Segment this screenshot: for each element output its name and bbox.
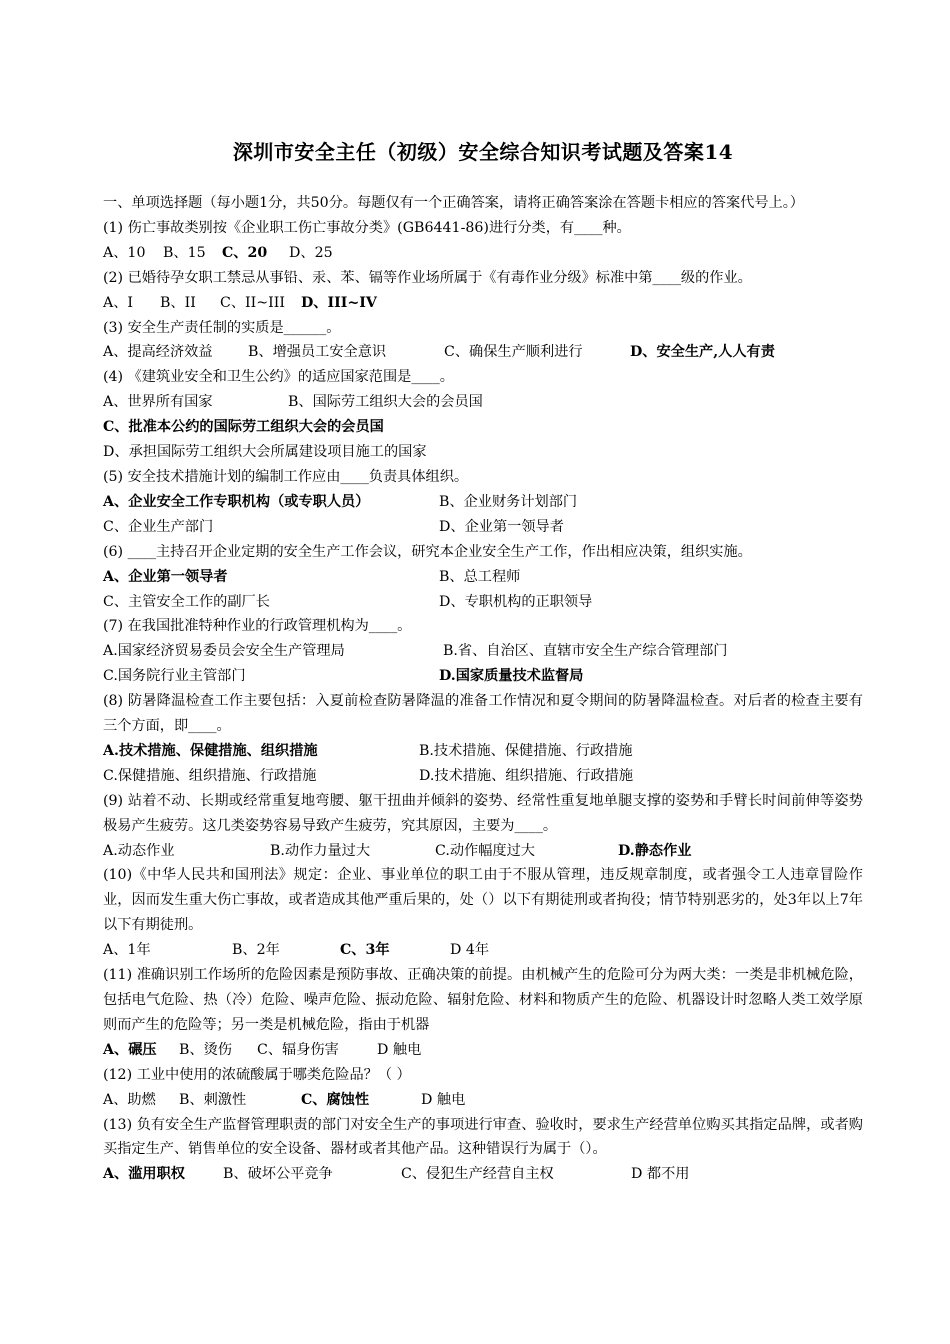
- answer-option: B.省、自治区、直辖市安全生产综合管理部门: [443, 643, 728, 660]
- option-row: [103, 1038, 863, 1063]
- question-list: [103, 216, 863, 1187]
- question-stem: (3) 安全生产责任制的实质是______。: [103, 319, 341, 336]
- answer-option: D.技术措施、组织措施、行政措施: [419, 767, 634, 784]
- answer-option-correct: A、碾压: [103, 1041, 157, 1058]
- option-row: [103, 590, 863, 615]
- answer-option: A、世界所有国家: [103, 394, 213, 411]
- answer-option: D 都不用: [631, 1166, 690, 1183]
- answer-option: A、I: [103, 294, 134, 311]
- answer-option-correct: A、滥用职权: [103, 1166, 185, 1183]
- answer-option-correct: D.静态作业: [618, 842, 692, 859]
- question-stem: (4) 《建筑业安全和卫生公约》的适应国家范围是____。: [103, 369, 454, 386]
- option-row: [103, 739, 863, 764]
- answer-option-correct: D.国家质量技术监督局: [439, 668, 584, 685]
- option-row: [103, 1088, 863, 1113]
- option-row: [103, 415, 863, 440]
- answer-option-correct: A、企业第一领导者: [103, 568, 228, 585]
- answer-option: B、国际劳工组织大会的会员国: [288, 394, 483, 411]
- option-row: [103, 340, 863, 365]
- answer-option: C.动作幅度过大: [435, 842, 535, 859]
- answer-option: B、刺激性: [179, 1091, 247, 1108]
- option-row: [103, 664, 863, 689]
- answer-option: D 触电: [421, 1091, 466, 1108]
- answer-option: B、II: [160, 294, 196, 311]
- answer-option: B、烫伤: [179, 1041, 232, 1058]
- option-row: [103, 938, 863, 963]
- question-stem: (6) ____主持召开企业定期的安全生产工作会议，研究本企业安全生产工作，作出相应决策，组织实施。: [103, 543, 752, 560]
- answer-option-correct: C、腐蚀性: [301, 1091, 370, 1108]
- answer-option-correct: C、3年: [340, 942, 390, 959]
- answer-option: B、总工程师: [439, 568, 521, 585]
- question-stem: (2) 已婚待孕女职工禁忌从事铅、汞、苯、镉等作业场所属于《有毒作业分级》标准中第____级的作业。: [103, 269, 752, 286]
- answer-option: C、确保生产顺利进行: [444, 344, 583, 361]
- answer-option: A、助燃: [103, 1091, 156, 1108]
- answer-option-correct: D、安全生产,人人有责: [630, 344, 775, 361]
- option-row: [103, 291, 863, 316]
- option-row: [103, 390, 863, 415]
- answer-option: A、1年: [103, 942, 151, 959]
- question-stem: (12) 工业中使用的浓硫酸属于哪类危险品？（ ）: [103, 1066, 411, 1083]
- answer-option: C、辐身伤害: [257, 1041, 339, 1058]
- answer-option: B.动作力量过大: [270, 842, 371, 859]
- option-row: [103, 764, 863, 789]
- answer-option: A、10: [103, 244, 146, 261]
- question-stem: (11) 准确识别工作场所的危险因素是预防事故、正确决策的前提。由机械产生的危险可分为两大类：一类是非机械危险，包括电气危险、热（冷）危险、噪声危险、振动危险、辐射危险、材料和物质产生的危险、机器设计时忽略人类工效学原则而产生的危险等；另一类是机械危险，指由于机器: [103, 967, 863, 1033]
- page-title: 深圳市安全主任（初级）安全综合知识考试题及答案14: [232, 140, 734, 164]
- answer-option: D、25: [289, 244, 333, 261]
- answer-option: D、企业第一领导者: [439, 518, 564, 535]
- answer-option: A.动态作业: [103, 842, 175, 859]
- answer-option: C、侵犯生产经营自主权: [401, 1166, 554, 1183]
- answer-option: B、破坏公平竞争: [223, 1166, 333, 1183]
- option-row: [103, 515, 863, 540]
- answer-option: D 触电: [377, 1041, 422, 1058]
- answer-option: C.保健措施、组织措施、行政措施: [103, 767, 317, 784]
- answer-option: B、2年: [232, 942, 280, 959]
- answer-option: C、企业生产部门: [103, 518, 214, 535]
- option-row: [103, 639, 863, 664]
- answer-option: B.技术措施、保健措施、行政措施: [419, 742, 633, 759]
- option-row: [103, 565, 863, 590]
- question-stem: (9) 站着不动、长期或经常重复地弯腰、躯干扭曲并倾斜的姿势、经常性重复地单腿支撑的姿势和手臂长时间前伸等姿势极易产生疲劳。这几类姿势容易导致产生疲劳，究其原因，主要为____。: [103, 792, 863, 834]
- answer-option: C、主管安全工作的副厂长: [103, 593, 270, 610]
- answer-option: D、专职机构的正职领导: [439, 593, 593, 610]
- question-stem: (13) 负有安全生产监督管理职责的部门对安全生产的事项进行审查、验收时，要求生产经营单位购买其指定品牌，或者购买指定生产、销售单位的安全设备、器材或者其他产品。这种错误行为属于（）。: [103, 1116, 863, 1158]
- question-stem: (1) 伤亡事故类别按《企业职工伤亡事故分类》(GB6441-86)进行分类，有____种。: [103, 219, 631, 236]
- answer-option: B、企业财务计划部门: [439, 493, 578, 510]
- document-page: [103, 136, 863, 1187]
- answer-option-correct: A、企业安全工作专职机构（或专职人员）: [103, 493, 370, 510]
- answer-option: D 4年: [450, 942, 490, 959]
- answer-option-correct: C、批准本公约的国际劳工组织大会的会员国: [103, 419, 384, 436]
- question-stem: (5) 安全技术措施计划的编制工作应由____负责具体组织。: [103, 468, 469, 485]
- option-row: [103, 839, 863, 864]
- answer-option: C、II~III: [220, 294, 285, 311]
- answer-option: B、15: [163, 244, 206, 261]
- section-intro: 一、单项选择题（每小题1分，共50分。每题仅有一个正确答案，请将正确答案涂在答题卡相应的答案代号上。）: [103, 195, 804, 211]
- answer-option: C.国务院行业主管部门: [103, 668, 246, 685]
- question-stem: (10)《中华人民共和国刑法》规定：企业、事业单位的职工由于不服从管理，违反规章制度，或者强令工人违章冒险作业，因而发生重大伤亡事故，或者造成其他严重后果的，处（）以下有期徒刑或者拘役；情节特别恶劣的，处3年以上7年以下有期徒刑。: [103, 867, 863, 934]
- answer-option: B、增强员工安全意识: [248, 344, 387, 361]
- answer-option: A、提高经济效益: [103, 344, 213, 361]
- option-row: [103, 241, 863, 266]
- option-row: [103, 1162, 863, 1187]
- answer-option-correct: D、III~IV: [301, 294, 377, 311]
- answer-option: A.国家经济贸易委员会安全生产管理局: [103, 643, 345, 660]
- answer-option: D、承担国际劳工组织大会所属建设项目施工的国家: [103, 444, 427, 461]
- answer-option-correct: C、20: [222, 244, 268, 261]
- question-stem: (7) 在我国批准特种作业的行政管理机构为____。: [103, 618, 412, 635]
- option-row: [103, 440, 863, 465]
- answer-option-correct: A.技术措施、保健措施、组织措施: [103, 742, 318, 759]
- question-stem: (8) 防暑降温检查工作主要包括：入夏前检查防暑降温的准备工作情况和夏令期间的防暑降温检查。对后者的检查主要有三个方面，即____。: [103, 693, 863, 735]
- option-row: [103, 490, 863, 515]
